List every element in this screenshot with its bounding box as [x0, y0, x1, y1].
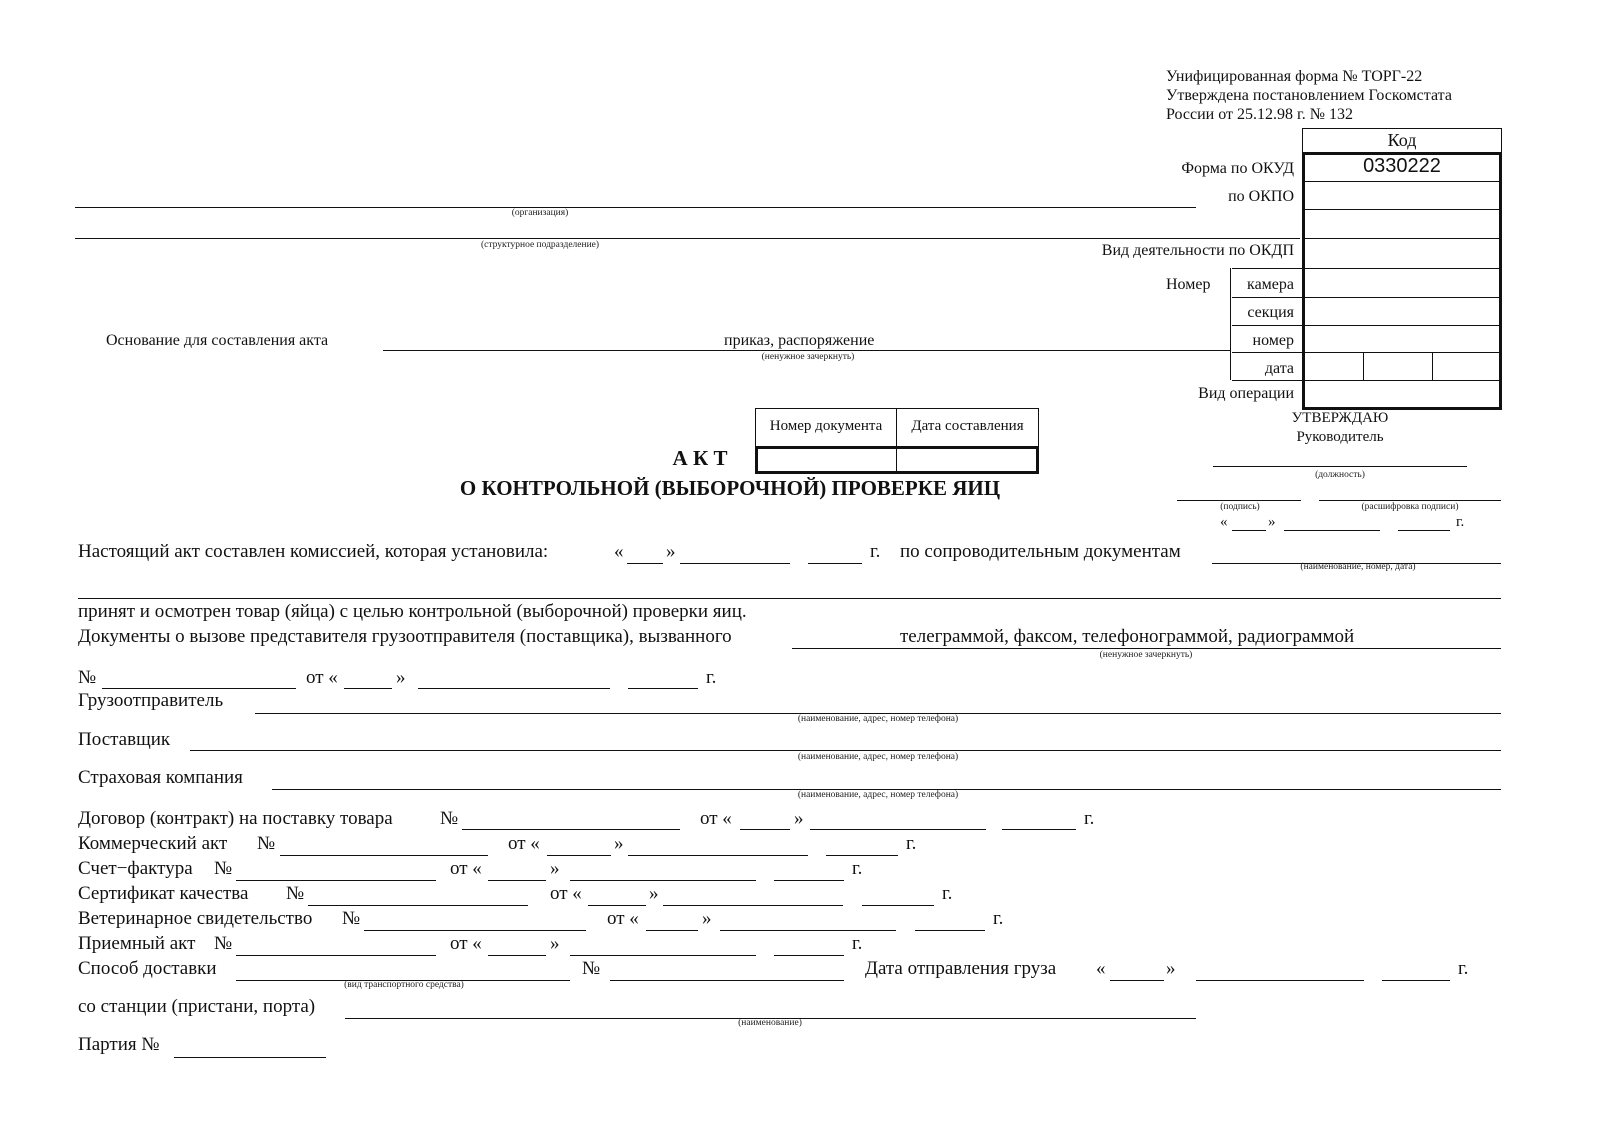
doc-name-caption: (наименование, номер, дата) [1300, 562, 1416, 572]
position-caption: (должность) [1315, 470, 1365, 480]
station-caption: (наименование) [738, 1018, 802, 1028]
commercial-number-sign: № [257, 833, 276, 854]
certificate-month-field[interactable] [663, 905, 843, 906]
vet-certificate-label: Ветеринарное свидетельство [78, 908, 313, 929]
docs-call-label: Документы о вызове представителя грузоотправителя (поставщика), вызванного [78, 626, 732, 647]
shipper-caption: (наименование, адрес, номер телефона) [797, 714, 959, 724]
invoice-from: от « [450, 858, 482, 879]
ship-date-open-quote: « [1096, 958, 1106, 979]
ship-day-field[interactable] [1110, 980, 1164, 981]
acceptance-close-quote: » [550, 933, 560, 954]
certificate-from: от « [550, 883, 582, 904]
intro-close-quote: » [666, 541, 676, 562]
act-intro-label: Настоящий акт составлен комиссией, которая установила: [78, 541, 549, 562]
code-box [1302, 152, 1502, 410]
organization-field[interactable] [75, 207, 1196, 208]
form-approval-date-line: России от 25.12.98 г. № 132 [1166, 106, 1354, 123]
form-approval-line: Утверждена постановлением Госкомстата [1166, 87, 1452, 104]
certificate-close-quote: » [649, 883, 659, 904]
acceptance-year-field[interactable] [774, 955, 844, 956]
acceptance-from: от « [450, 933, 482, 954]
call-doc-year-suffix: г. [706, 667, 717, 688]
ship-year-field[interactable] [1382, 980, 1450, 981]
vet-day-field[interactable] [646, 930, 698, 931]
signature-caption: (подпись) [1220, 502, 1260, 512]
commercial-day-field[interactable] [547, 855, 611, 856]
organization-caption: (организация) [511, 208, 569, 218]
camera-label: камера [1247, 276, 1294, 293]
ship-date-label: Дата отправления груза [865, 958, 1057, 979]
subdivision-field[interactable] [75, 238, 1300, 239]
batch-number-field[interactable] [174, 1057, 326, 1058]
vet-number-field[interactable] [364, 930, 586, 931]
doc-date-input[interactable] [899, 449, 1035, 471]
intro-year-suffix: г. [870, 541, 881, 562]
okud-label: Форма по ОКУД [1181, 160, 1294, 177]
invoice-label: Счет−фактура [78, 858, 193, 879]
contract-month-field[interactable] [810, 829, 986, 830]
form-code-line: Унифицированная форма № ТОРГ-22 [1166, 68, 1423, 85]
head-label: Руководитель [1296, 429, 1384, 445]
commercial-year-suffix: г. [906, 833, 917, 854]
accompanying-docs-continued-field[interactable] [78, 598, 1501, 599]
ship-month-field[interactable] [1196, 980, 1364, 981]
contract-year-suffix: г. [1084, 808, 1095, 829]
doc-number-header: Номер документа [769, 418, 883, 434]
signature-decode-caption: (расшифровка подписи) [1361, 502, 1459, 512]
vet-year-field[interactable] [915, 930, 985, 931]
call-methods-text: телеграммой, факсом, телефонограммой, радиограммой [900, 626, 1355, 647]
title-act: А К Т [672, 446, 728, 470]
delivery-number-field[interactable] [610, 980, 844, 981]
basis-caption: (ненужное зачеркнуть) [761, 352, 855, 362]
invoice-number-sign: № [214, 858, 233, 879]
invoice-number-field[interactable] [236, 880, 436, 881]
commercial-from: от « [508, 833, 540, 854]
call-doc-month-field[interactable] [418, 688, 610, 689]
ship-date-close-quote: » [1166, 958, 1176, 979]
basis-value: приказ, распоряжение [724, 332, 875, 349]
station-label: со станции (пристани, порта) [78, 996, 316, 1017]
certificate-number-field[interactable] [308, 905, 528, 906]
call-doc-close-quote: » [396, 667, 406, 688]
contract-number-sign: № [440, 808, 459, 829]
signature-field[interactable] [1177, 500, 1301, 501]
operation-type-label: Вид операции [1198, 385, 1294, 402]
call-method-caption: (ненужное зачеркнуть) [1099, 650, 1193, 660]
call-doc-number-sign: № [78, 667, 97, 688]
subdivision-caption: (структурное подразделение) [480, 240, 600, 250]
commercial-year-field[interactable] [826, 855, 898, 856]
okud-code-value: 0330222 [1363, 155, 1441, 177]
invoice-year-field[interactable] [774, 880, 844, 881]
intro-day-field[interactable] [627, 563, 663, 564]
certificate-day-field[interactable] [588, 905, 646, 906]
invoice-day-field[interactable] [488, 880, 546, 881]
ship-year-suffix: г. [1458, 958, 1469, 979]
position-field[interactable] [1213, 466, 1467, 467]
call-doc-day-field[interactable] [344, 688, 392, 689]
acceptance-act-label: Приемный акт [78, 933, 196, 954]
vet-close-quote: » [702, 908, 712, 929]
approve-date-open-quote: « [1220, 514, 1228, 530]
approve-label: УТВЕРЖДАЮ [1291, 410, 1389, 426]
insurance-label: Страховая компания [78, 767, 243, 788]
number-label: Номер [1166, 276, 1211, 293]
approve-year-field[interactable] [1398, 530, 1450, 531]
call-doc-from: от « [306, 667, 338, 688]
approve-day-field[interactable] [1232, 530, 1266, 531]
signature-decode-field[interactable] [1319, 500, 1501, 501]
contract-year-field[interactable] [1002, 829, 1076, 830]
commercial-act-label: Коммерческий акт [78, 833, 228, 854]
commercial-month-field[interactable] [628, 855, 808, 856]
contract-number-field[interactable] [462, 829, 680, 830]
okdp-label: Вид деятельности по ОКДП [1101, 242, 1294, 259]
basis-field[interactable] [383, 350, 1230, 351]
vet-from: от « [607, 908, 639, 929]
insurance-caption: (наименование, адрес, номер телефона) [797, 790, 959, 800]
acceptance-number-field[interactable] [236, 955, 436, 956]
commercial-close-quote: » [614, 833, 624, 854]
transport-caption: (вид транспортного средства) [344, 980, 464, 990]
certificate-label: Сертификат качества [78, 883, 249, 904]
approve-year-suffix: г. [1456, 514, 1465, 530]
date-row-label: дата [1264, 360, 1294, 377]
contract-close-quote: » [794, 808, 804, 829]
doc-date-header: Дата составления [911, 418, 1024, 434]
approve-date-close-quote: » [1268, 514, 1276, 530]
supplier-caption: (наименование, адрес, номер телефона) [797, 752, 959, 762]
contract-label: Договор (контракт) на поставку товара [78, 808, 393, 829]
intro-year-field[interactable] [808, 563, 862, 564]
call-method-field[interactable] [792, 648, 1501, 649]
batch-label: Партия № [78, 1034, 160, 1055]
basis-label: Основание для составления акта [106, 332, 329, 349]
contract-day-field[interactable] [740, 829, 790, 830]
call-doc-number-field[interactable] [102, 688, 296, 689]
acceptance-year-suffix: г. [852, 933, 863, 954]
vet-number-sign: № [342, 908, 361, 929]
acceptance-number-sign: № [214, 933, 233, 954]
acceptance-day-field[interactable] [488, 955, 546, 956]
vet-month-field[interactable] [720, 930, 896, 931]
invoice-close-quote: » [550, 858, 560, 879]
vet-year-suffix: г. [993, 908, 1004, 929]
code-header: Код [1302, 128, 1502, 153]
delivery-method-label: Способ доставки [78, 958, 217, 979]
supplier-label: Поставщик [78, 729, 171, 750]
call-doc-year-field[interactable] [628, 688, 698, 689]
acceptance-month-field[interactable] [570, 955, 756, 956]
title-subject: О КОНТРОЛЬНОЙ (ВЫБОРОЧНОЙ) ПРОВЕРКЕ ЯИЦ [459, 476, 1001, 500]
shipper-label: Грузоотправитель [78, 690, 224, 711]
certificate-number-sign: № [286, 883, 305, 904]
commercial-number-field[interactable] [280, 855, 488, 856]
approve-month-field[interactable] [1284, 530, 1380, 531]
certificate-year-field[interactable] [862, 905, 934, 906]
supplier-field[interactable] [190, 750, 1501, 751]
section-label: секция [1247, 304, 1294, 321]
okpo-label: по ОКПО [1228, 188, 1294, 205]
accepted-text: принят и осмотрен товар (яйца) с целью контрольной (выборочной) проверки яиц. [78, 601, 747, 622]
by-docs-label: по сопроводительным документам [900, 541, 1181, 562]
intro-month-field[interactable] [680, 563, 790, 564]
contract-from: от « [700, 808, 732, 829]
certificate-year-suffix: г. [942, 883, 953, 904]
invoice-year-suffix: г. [852, 858, 863, 879]
delivery-number-sign: № [582, 958, 601, 979]
invoice-month-field[interactable] [570, 880, 756, 881]
intro-open-quote: « [614, 541, 624, 562]
number-row-label: номер [1252, 332, 1294, 349]
